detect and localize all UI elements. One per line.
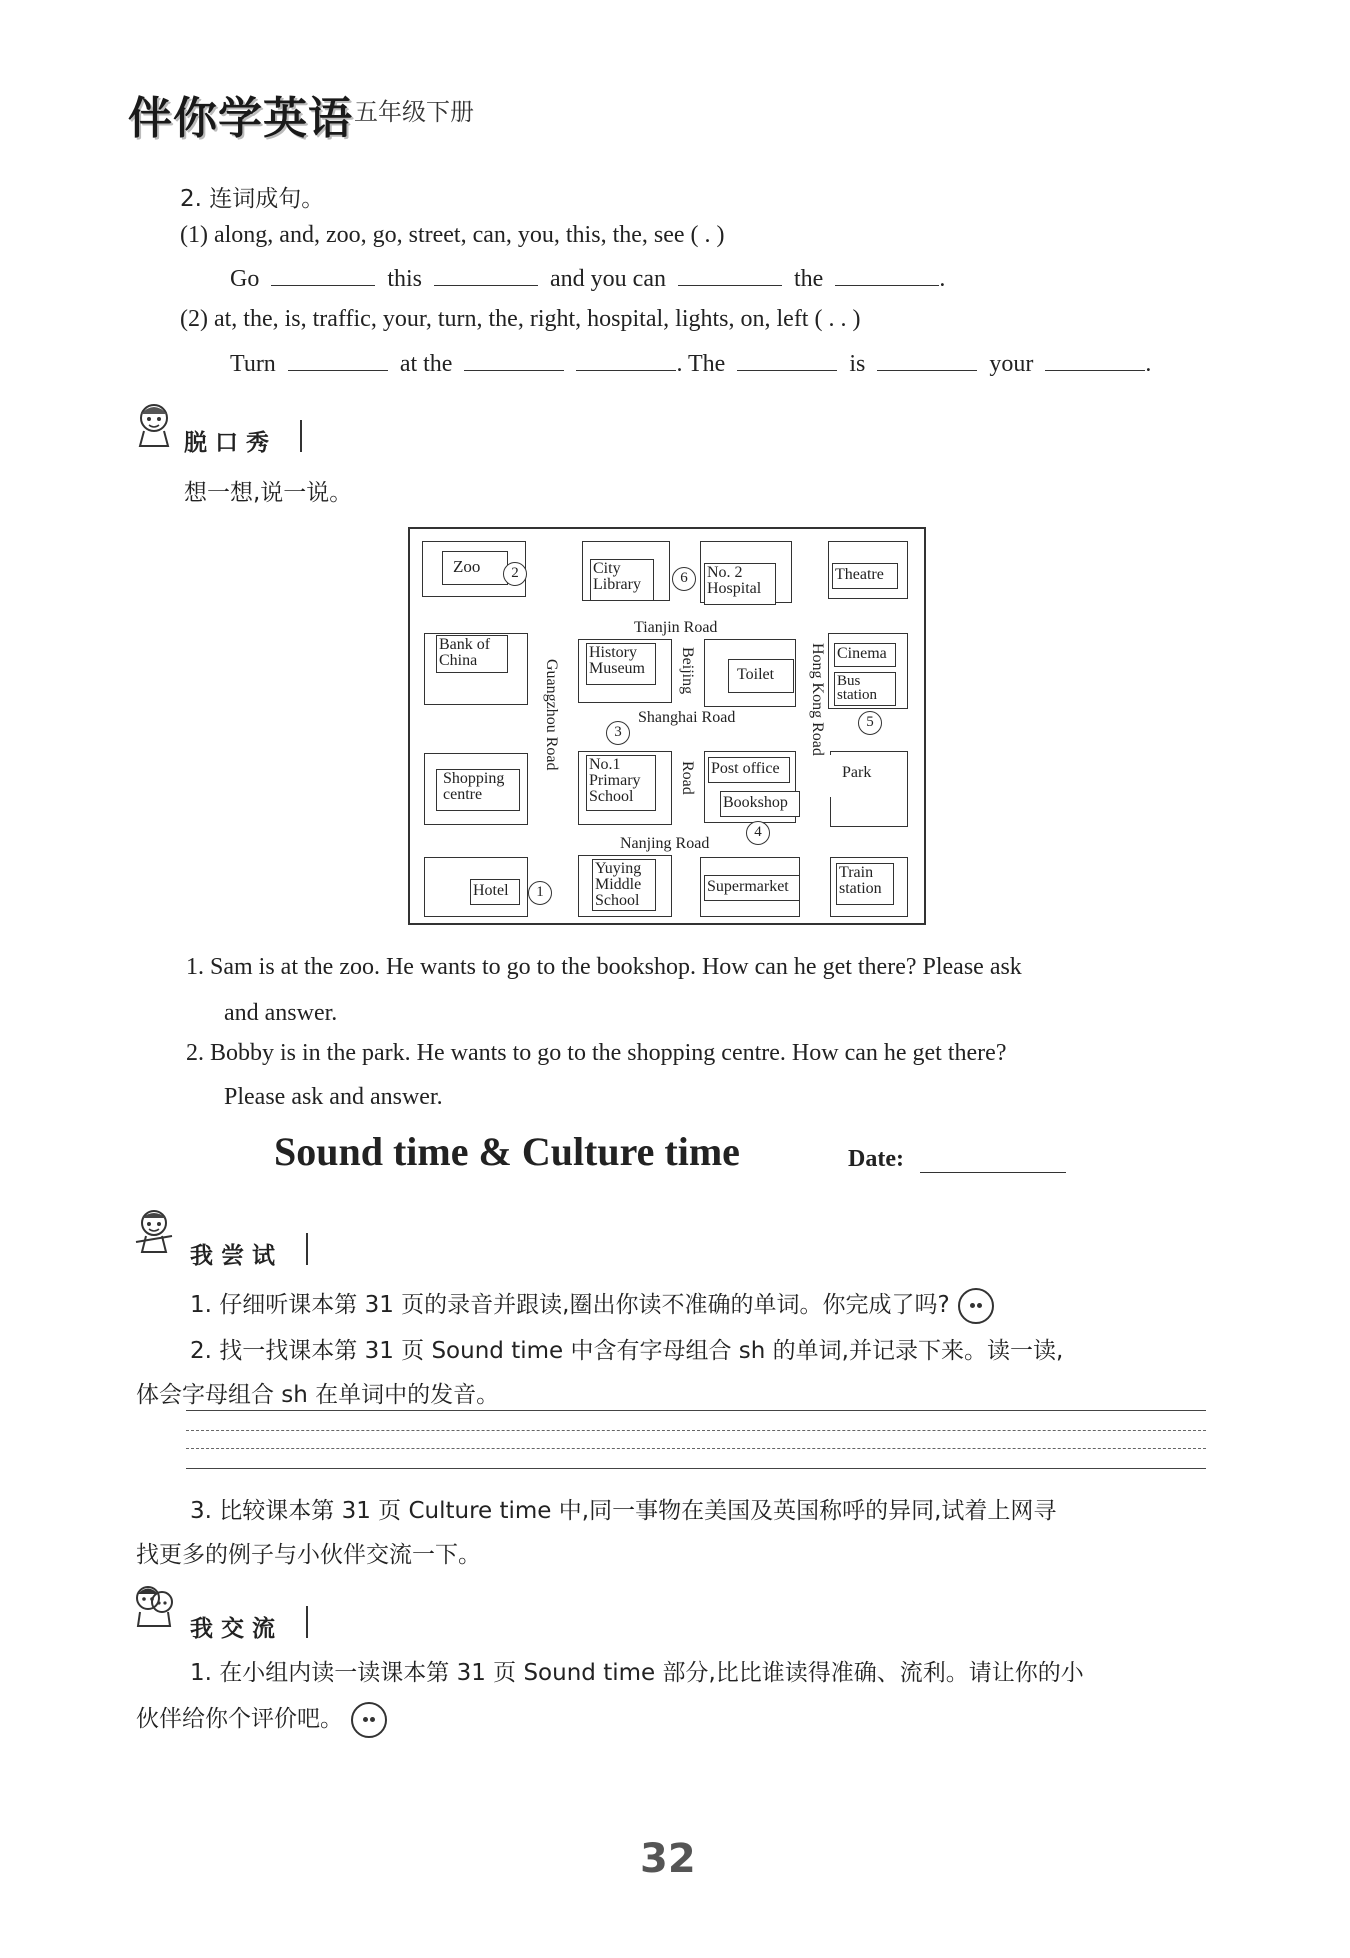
map-question-1-line-1: 1. Sam is at the zoo. He wants to go to the bookshop. How can he get there? Please ask [186,954,1022,980]
exchange-task-1-line-1: 1. 在小组内读一读课本第 31 页 Sound time 部分,比比谁读得准确、流利。请让你的小 [190,1660,1084,1686]
blank[interactable] [737,350,837,371]
heading-divider [300,420,302,452]
map-bus-station: Bus station [834,672,896,706]
map-bookshop: Bookshop [720,791,800,817]
try-task-1: 1. 仔细听课本第 31 页的录音并跟读,圈出你读不准确的单词。你完成了吗? [190,1286,994,1324]
try-task-2-line-1: 2. 找一找课本第 31 页 Sound time 中含有字母组合 sh 的单词,并记录下来。读一读, [190,1338,1064,1364]
heading-divider [306,1233,308,1265]
book-subtitle: 五年级下册 [354,98,474,126]
blank[interactable] [835,265,939,286]
map-marker-6: 6 [672,567,696,591]
map-train-station: Train station [836,863,894,905]
map-marker-2: 2 [503,562,527,586]
map-theatre: Theatre [832,563,898,589]
road-beijing: Beijing [679,647,696,695]
map-marker-4: 4 [746,821,770,845]
blank[interactable] [576,350,676,371]
road-beijing-road-word: Road [679,761,696,795]
smiley-face-icon [958,1288,994,1324]
exercise-2-title: 2. 连词成句。 [180,186,325,212]
map-question-2-line-2: Please ask and answer. [224,1084,443,1110]
map-hotel: Hotel [470,879,520,905]
blank[interactable] [464,350,564,371]
map-bank-of-china: Bank of China [436,635,508,673]
section-heading-i-exchange: 我交流 [190,1616,283,1642]
section-heading-talk-show: 脱口秀 [184,430,277,456]
exercise-2-q1-words: (1) along, and, zoo, go, street, can, you, this, the, see ( . ) [180,222,725,248]
page-number: 32 [640,1836,696,1882]
road-hong-kong: Hong Kong Road [809,643,826,756]
road-shanghai: Shanghai Road [638,709,736,726]
blank[interactable] [271,265,375,286]
book-title: 伴你学英语 [128,93,353,144]
exercise-2-q1-answer: Go this and you can the . [230,266,946,292]
map-city-library: City Library [590,559,654,601]
mascot-boy-icon [132,1206,176,1254]
map-supermarket: Supermarket [704,875,800,901]
map-zoo: Zoo [442,551,508,585]
answer-line-dotted [186,1448,1206,1449]
map-middle-school: Yuying Middle School [592,859,656,911]
map-marker-5: 5 [858,711,882,735]
date-blank[interactable] [920,1172,1066,1173]
map-question-1-line-2: and answer. [224,1000,338,1026]
try-task-3-line-1: 3. 比较课本第 31 页 Culture time 中,同一事物在美国及英国称呼的异同,试着上网寻 [190,1498,1057,1524]
road-guangzhou: Guangzhou Road [543,659,560,771]
mascot-girl-icon [132,400,176,448]
blank[interactable] [877,350,977,371]
blank[interactable] [1045,350,1145,371]
map-question-2-line-1: 2. Bobby is in the park. He wants to go to the shopping centre. How can he get there? [186,1040,1007,1066]
talk-show-instruction: 想一想,说一说。 [184,480,353,506]
map-shopping-centre: Shopping centre [436,769,520,811]
map-cinema: Cinema [834,643,896,667]
exercise-2-q2-answer: Turn at the . The is your . [230,351,1152,377]
blank[interactable] [288,350,388,371]
map-toilet: Toilet [728,659,794,693]
smiley-face-icon [351,1702,387,1738]
date-label: Date: [848,1146,904,1172]
exercise-2-q2-words: (2) at, the, is, traffic, your, turn, the, right, hospital, lights, on, left ( . . ) [180,306,861,332]
answer-line[interactable] [186,1468,1206,1469]
heading-divider [306,1606,308,1638]
map-primary-school: No.1 Primary School [586,755,656,811]
try-task-2-line-2: 体会字母组合 sh 在单词中的发音。 [136,1382,500,1408]
map-history-museum: History Museum [586,643,656,685]
exchange-task-1-line-2: 伙伴给你个评价吧。 [136,1700,387,1738]
mascot-group-icon [132,1580,176,1628]
map-park: Park [830,755,894,797]
road-nanjing: Nanjing Road [620,835,710,852]
blank[interactable] [678,265,782,286]
map-post-office: Post office [708,757,790,783]
try-task-3-line-2: 找更多的例子与小伙伴交流一下。 [136,1542,481,1568]
section-heading-i-try: 我尝试 [190,1243,283,1269]
map-marker-3: 3 [606,721,630,745]
map-marker-1: 1 [528,881,552,905]
answer-line-dotted [186,1430,1206,1431]
map-hospital: No. 2 Hospital [704,563,776,605]
section-title-sound-culture: Sound time & Culture time [274,1129,740,1174]
answer-line[interactable] [186,1410,1206,1411]
city-map [408,527,926,925]
blank[interactable] [434,265,538,286]
road-tianjin: Tianjin Road [634,619,718,636]
